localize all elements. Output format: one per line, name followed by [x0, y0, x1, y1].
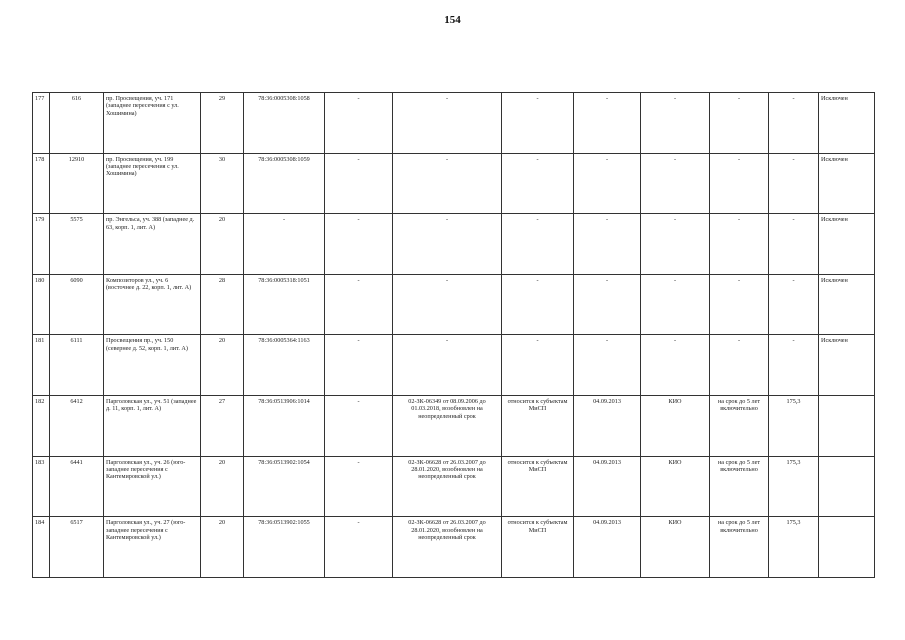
row-code: 6090	[50, 274, 104, 335]
row-date: -	[574, 153, 641, 214]
row-number: 183	[33, 456, 50, 517]
row-status	[819, 456, 875, 517]
row-agreement: -	[393, 214, 502, 275]
table-row	[33, 214, 875, 275]
row-cadastral-number: 78:36:0005318:1051	[244, 274, 325, 335]
row-count: 27	[201, 395, 244, 456]
row-area: -	[769, 93, 819, 154]
row-authority: КИО	[641, 395, 710, 456]
row-term: -	[710, 214, 769, 275]
row-authority: КИО	[641, 517, 710, 578]
row-cadastral-number: 78:36:0005308:1059	[244, 153, 325, 214]
row-count: 29	[201, 93, 244, 154]
row-number: 182	[33, 395, 50, 456]
row-col6: -	[325, 456, 393, 517]
row-col6: -	[325, 214, 393, 275]
row-col6: -	[325, 93, 393, 154]
page-number: 154	[444, 14, 461, 26]
row-col6: -	[325, 335, 393, 396]
row-term: на срок до 5 лет включительно	[710, 456, 769, 517]
row-cadastral-number: 78:36:0005364:1163	[244, 335, 325, 396]
row-status: Исключен	[819, 335, 875, 396]
row-number: 184	[33, 517, 50, 578]
row-smb-status: -	[502, 274, 574, 335]
row-smb-status: относится к субъектам МиСП	[502, 395, 574, 456]
row-status: Исключен	[819, 214, 875, 275]
row-cadastral-number: 78:36:0513902:1055	[244, 517, 325, 578]
table-row	[33, 395, 875, 456]
row-area: -	[769, 335, 819, 396]
table-row	[33, 517, 875, 578]
row-status: Исключен	[819, 153, 875, 214]
row-count: 30	[201, 153, 244, 214]
row-date: -	[574, 93, 641, 154]
row-authority: -	[641, 93, 710, 154]
row-date: -	[574, 214, 641, 275]
row-area: -	[769, 274, 819, 335]
table-row	[33, 456, 875, 517]
row-term: на срок до 5 лет включительно	[710, 517, 769, 578]
row-status: Исключен	[819, 93, 875, 154]
row-col6: -	[325, 517, 393, 578]
table-row	[33, 335, 875, 396]
row-agreement: -	[393, 274, 502, 335]
row-count: 20	[201, 456, 244, 517]
row-status	[819, 395, 875, 456]
row-agreement: -	[393, 93, 502, 154]
row-status	[819, 517, 875, 578]
row-authority: -	[641, 335, 710, 396]
row-authority: КИО	[641, 456, 710, 517]
row-address: Парголовская ул., уч. 26 (юго-западнее пересечения с Кантемировской ул.)	[104, 456, 201, 517]
row-col6: -	[325, 274, 393, 335]
row-count: 20	[201, 335, 244, 396]
row-code: 616	[50, 93, 104, 154]
row-term: -	[710, 335, 769, 396]
row-status: Исключен	[819, 274, 875, 335]
row-count: 20	[201, 214, 244, 275]
row-code: 6441	[50, 456, 104, 517]
row-agreement: -	[393, 335, 502, 396]
row-smb-status: -	[502, 93, 574, 154]
row-code: 12910	[50, 153, 104, 214]
table-row	[33, 153, 875, 214]
row-term: -	[710, 274, 769, 335]
row-agreement: 02-ЗК-06349 от 08.09.2006 до 01.03.2018, возобновлен на неопределенный срок	[393, 395, 502, 456]
table-row	[33, 274, 875, 335]
row-smb-status: -	[502, 335, 574, 396]
row-number: 179	[33, 214, 50, 275]
row-authority: -	[641, 274, 710, 335]
row-term: -	[710, 93, 769, 154]
row-code: 6517	[50, 517, 104, 578]
row-date: 04.09.2013	[574, 517, 641, 578]
row-smb-status: -	[502, 153, 574, 214]
row-address: пр. Просвещения, уч. 199 (западнее пересечения с ул. Хошимина)	[104, 153, 201, 214]
row-agreement: 02-ЗК-06628 от 26.03.2007 до 28.01.2020, возобновлен на неопределенный срок	[393, 456, 502, 517]
row-code: 5575	[50, 214, 104, 275]
row-authority: -	[641, 214, 710, 275]
row-date: 04.09.2013	[574, 456, 641, 517]
row-term: на срок до 5 лет включительно	[710, 395, 769, 456]
row-number: 177	[33, 93, 50, 154]
row-col6: -	[325, 395, 393, 456]
row-authority: -	[641, 153, 710, 214]
row-cadastral-number: 78:36:0513906:1014	[244, 395, 325, 456]
row-date: -	[574, 335, 641, 396]
row-count: 20	[201, 517, 244, 578]
row-term: -	[710, 153, 769, 214]
row-number: 181	[33, 335, 50, 396]
row-area: 175,3	[769, 456, 819, 517]
row-count: 28	[201, 274, 244, 335]
row-cadastral-number: 78:36:0513902:1054	[244, 456, 325, 517]
table-row	[33, 93, 875, 154]
row-agreement: -	[393, 153, 502, 214]
row-smb-status: относится к субъектам МиСП	[502, 456, 574, 517]
row-address: пр. Просвещения, уч. 171 (западнее пересечения с ул. Хошимина)	[104, 93, 201, 154]
registry-table	[32, 92, 875, 578]
row-address: Просвещения пр., уч. 150 (севернее д. 52, корп. 1, лит. А)	[104, 335, 201, 396]
row-cadastral-number: 78:36:0005308:1058	[244, 93, 325, 154]
row-number: 180	[33, 274, 50, 335]
row-agreement: 02-ЗК-06628 от 26.03.2007 до 28.01.2020, возобновлен на неопределенный срок	[393, 517, 502, 578]
row-smb-status: -	[502, 214, 574, 275]
row-smb-status: относится к субъектам МиСП	[502, 517, 574, 578]
row-address: Композиторов ул., уч. 6 (восточнее д. 22, корп. 1, лит. А)	[104, 274, 201, 335]
row-address: пр. Энгельса, уч. 388 (западнее д. 63, корп. 1, лит. А)	[104, 214, 201, 275]
row-area: -	[769, 214, 819, 275]
row-date: 04.09.2013	[574, 395, 641, 456]
row-address: Парголовская ул., уч. 27 (юго-западнее пересечения с Кантемировской ул.)	[104, 517, 201, 578]
row-col6: -	[325, 153, 393, 214]
row-area: -	[769, 153, 819, 214]
row-code: 6111	[50, 335, 104, 396]
row-address: Парголовская ул., уч. 51 (западнее д. 11, корп. 1, лит. А)	[104, 395, 201, 456]
row-area: 175,3	[769, 517, 819, 578]
row-code: 6412	[50, 395, 104, 456]
row-cadastral-number: -	[244, 214, 325, 275]
row-area: 175,3	[769, 395, 819, 456]
row-date: -	[574, 274, 641, 335]
row-number: 178	[33, 153, 50, 214]
